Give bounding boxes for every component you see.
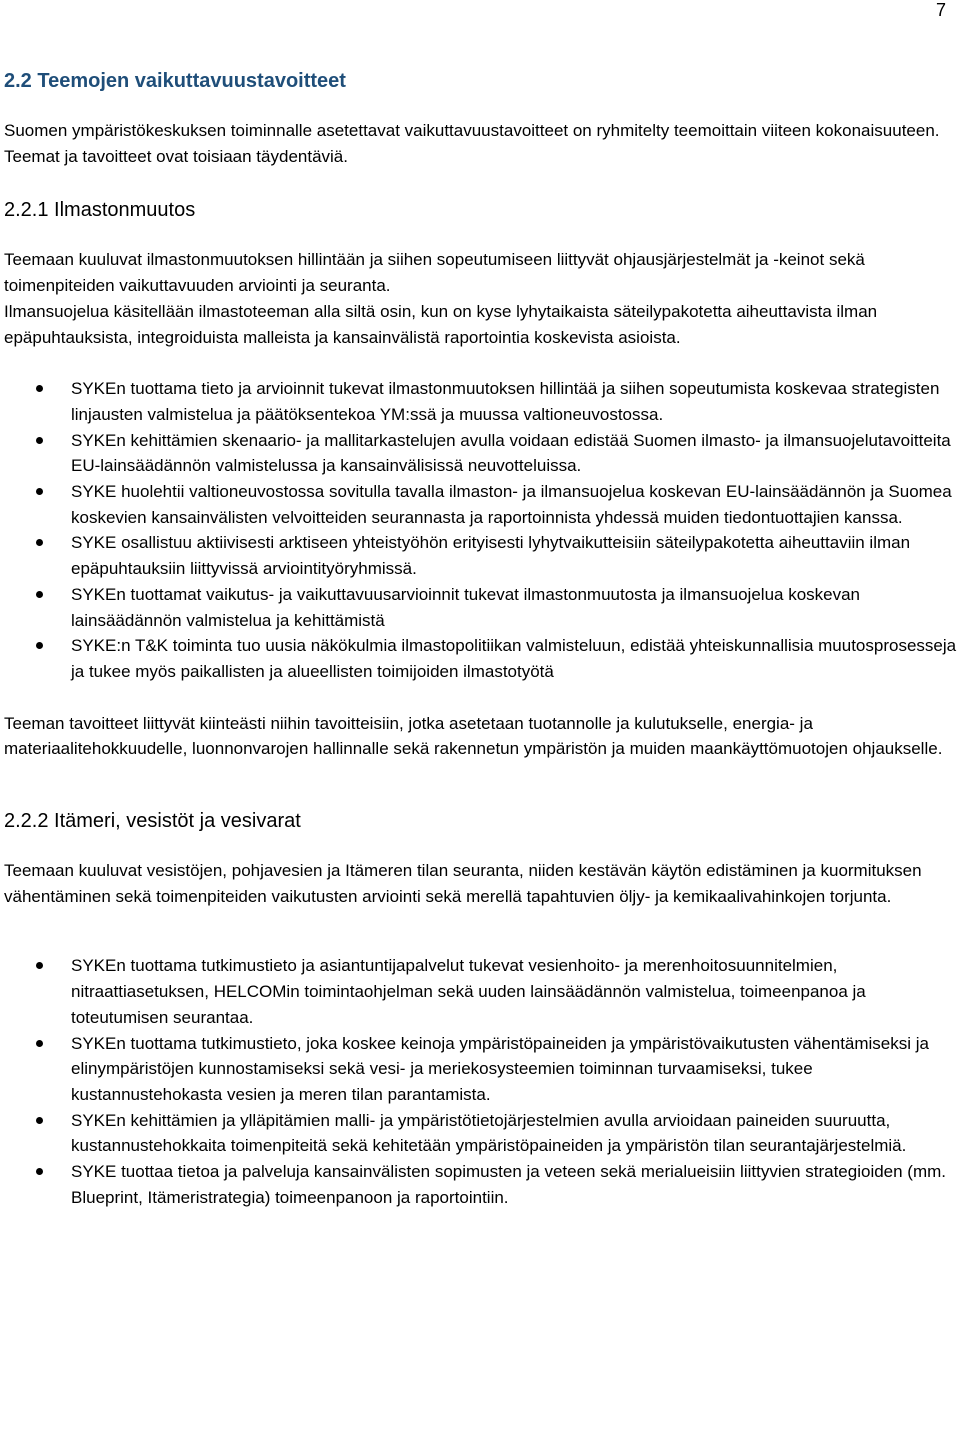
list-item: SYKE huolehtii valtioneuvostossa sovitulla tavalla ilmaston- ja ilmansuojelua koskevan EU-lainsäädännön ja Suomea koskevien kansainvälisten velvoitteiden seurannasta ja raportoinnista yhdessä muiden tiedontuottajien kanssa. [4,479,958,530]
subsection-heading-baltic: 2.2.2 Itämeri, vesistöt ja vesivarat [4,810,301,833]
document-body [4,66,958,1211]
list-item: SYKE osallistuu aktiivisesti arktiseen yhteistyöhön erityisesti lyhytvaikutteisiin säteilypakotetta aiheuttaviin ilman epäpuhtauksiin liittyvissä arviointityöryhmissä. [4,530,958,581]
climate-paragraph-2: Ilmansuojelua käsitellään ilmastoteeman alla siltä osin, kun on kyse lyhytaikaista säteilypakotetta aiheuttavista ilman epäpuhtauksista, integroiduista malleista ja kansainvälistä raportointia koskevista asioista. [4,301,878,347]
list-item: SYKEn tuottamat vaikutus- ja vaikuttavuusarvioinnit tukevat ilmastonmuutosta ja ilmansuojelua koskevan lainsäädännön valmistelua ja kehittämistä [4,582,958,633]
list-item: SYKEn tuottama tieto ja arvioinnit tukevat ilmastonmuutoksen hillintää ja siihen sopeutumista koskevaa strategisten linjausten valmistelua ja päätöksentekoa YM:ssä ja muussa valtioneuvostossa. [4,376,958,427]
list-item: SYKE tuottaa tietoa ja palveluja kansainvälisten sopimusten ja veteen sekä merialueisiin liittyvien strategioiden (mm. Blueprint, Itämeristrategia) toimeenpanoon ja raportointiin. [4,1159,958,1210]
climate-paragraph-1: Teemaan kuuluvat ilmastonmuutoksen hillintään ja siihen sopeutumiseen liittyvät ohjausjärjestelmät ja -keinot sekä toimenpiteiden vaikuttavuuden arviointi ja seuranta. [4,250,865,296]
baltic-paragraph-1: Teemaan kuuluvat vesistöjen, pohjavesien ja Itämeren tilan seuranta, niiden kestävän käytön edistäminen ja kuormituksen vähentäminen sekä toimenpiteiden vaikutusten arviointi sekä merellä tapahtuvien öljy- ja kemikaalivahinkojen torjunta. [4,861,922,906]
list-item: SYKEn tuottama tutkimustieto ja asiantuntijapalvelut tukevat vesienhoito- ja merenhoitosuunnitelmien, nitraattiasetuksen, HELCOMin toimintaohjelman sekä uuden lainsäädännön valmistelua, toimeenpanoa ja toteutumisen seurantaa. [4,953,958,1030]
page-number: 7 [935,0,946,20]
section-intro: Suomen ympäristökeskuksen toiminnalle asetettavat vaikuttavuustavoitteet on ryhmitelty teemoittain viiteen kokonaisuuteen. Teemat ja tavoitteet ovat toisiaan täydentäviä. [4,121,940,166]
section-heading: 2.2 Teemojen vaikuttavuustavoitteet [4,70,346,92]
climate-closing-paragraph: Teeman tavoitteet liittyvät kiinteästi niihin tavoitteisiin, jotka asetetaan tuotannolle ja kulutukselle, energia- ja materiaalitehokkuudelle, luonnonvarojen hallinnalle sekä rakennetun ympäristön ja muiden maankäyttömuotojen ohjaukselle. [4,713,943,759]
list-item: SYKEn kehittämien skenaario- ja mallitarkastelujen avulla voidaan edistää Suomen ilmasto- ja ilmansuojelutavoitteita EU-lainsäädännön valmistelussa ja kansainvälisissä neuvotteluissa. [4,428,958,479]
subsection-heading-climate: 2.2.1 Ilmastonmuutos [4,199,196,222]
list-item: SYKEn kehittämien ja ylläpitämien malli- ja ympäristötietojärjestelmien avulla arvioidaan paineiden suuruutta, kustannustehokkaita toimenpiteitä sekä kehitetään ympäristöpaineiden ja ympäristön tilan seurantajärjestelmiä. [4,1108,958,1159]
baltic-bullet-list [4,953,958,1210]
climate-bullet-list [4,376,958,684]
list-item: SYKEn tuottama tutkimustieto, joka koskee keinoja ympäristöpaineiden ja ympäristövaikutusten vähentämiseksi ja elinympäristöjen kunnostamiseksi sekä vesi- ja meriekosysteemien toiminnan turvaamiseksi, tukee kustannustehokasta vesien ja meren tilan parantamista. [4,1031,958,1108]
list-item: SYKE:n T&K toiminta tuo uusia näkökulmia ilmastopolitiikan valmisteluun, edistää yhteiskunnallisia muutosprosesseja ja tukee myös paikallisten ja alueellisten toimijoiden ilmastotyötä [4,633,958,684]
